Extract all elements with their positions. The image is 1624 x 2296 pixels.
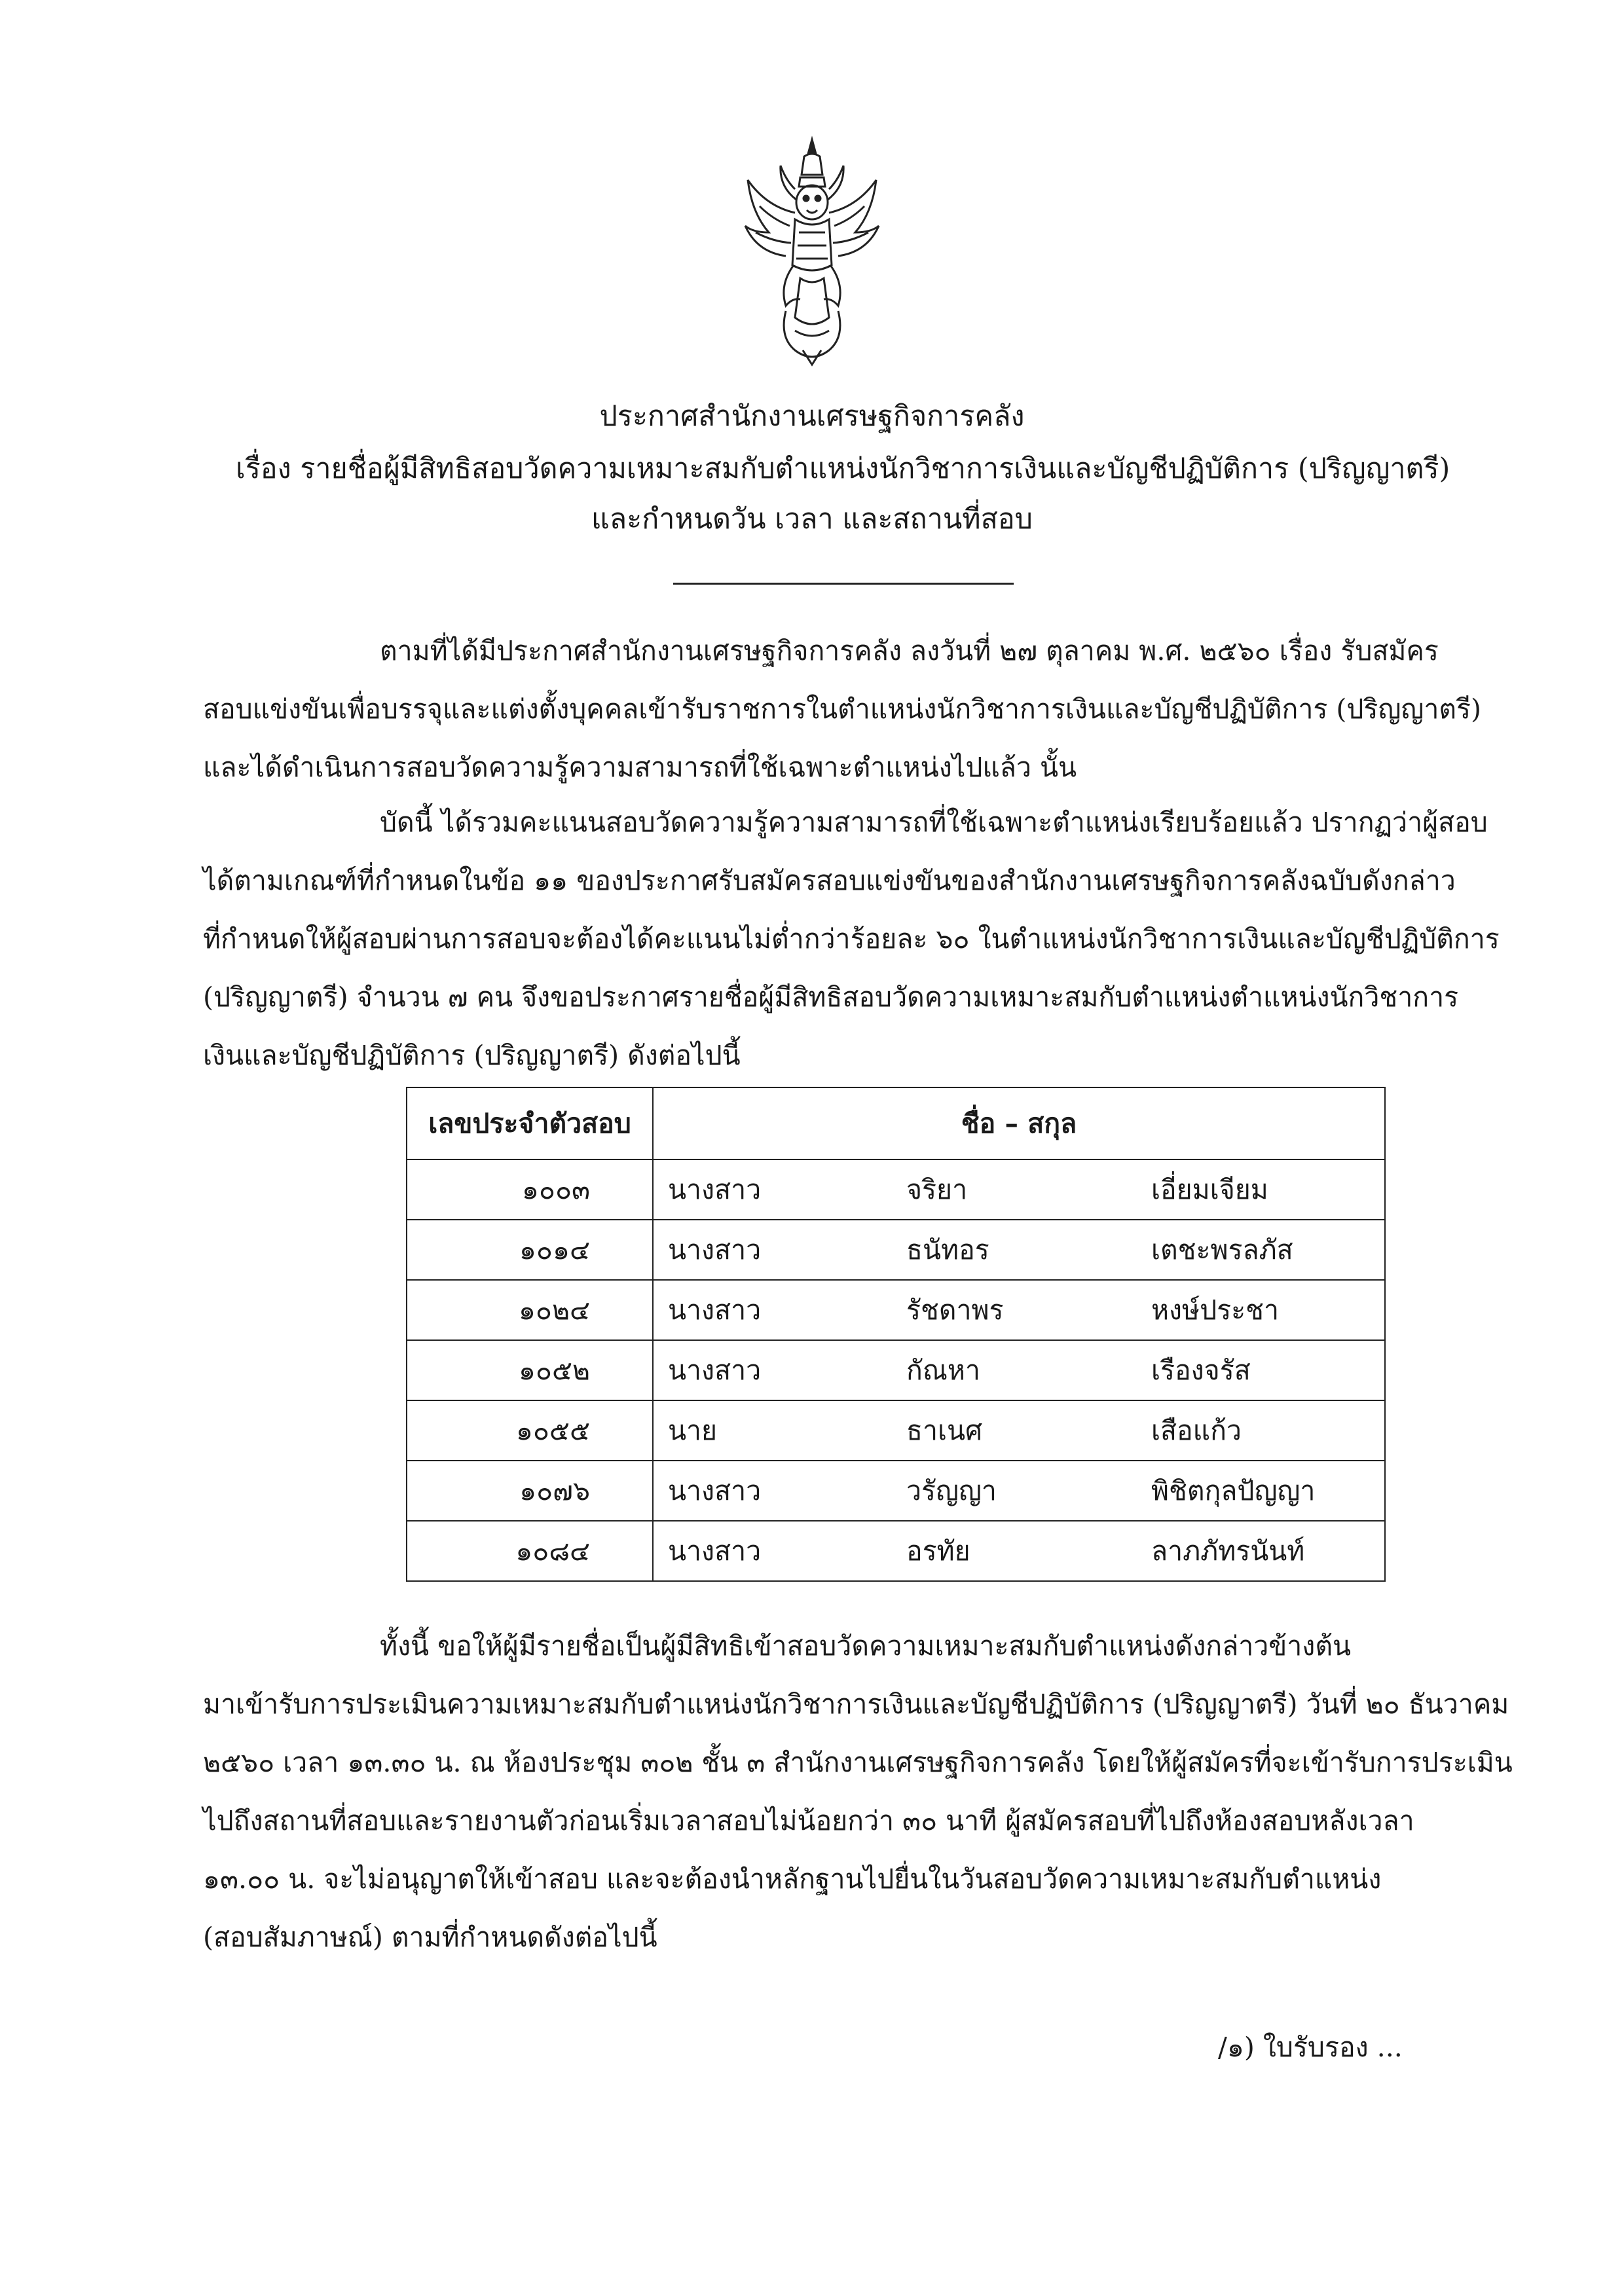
paragraph-3-line: (สอบสัมภาษณ์) ตามที่กำหนดดังต่อไปนี้ xyxy=(203,1922,657,1953)
exam-id-cell: ๑๐๐๓ xyxy=(407,1159,653,1220)
last-name-cell: พิชิตกุลปัญญา xyxy=(1137,1461,1385,1521)
first-name-cell: กัณหา xyxy=(892,1340,1137,1400)
paragraph-2 xyxy=(203,793,1500,1085)
paragraph-1-line: สอบแข่งขันเพื่อบรรจุและแต่งตั้งบุคคลเข้ารับราชการในตำแหน่งนักวิชาการเงินและบัญชีปฏิบัติการ (ปริญญาตรี) xyxy=(203,693,1481,725)
paragraph-2-line: บัดนี้ ได้รวมคะแนนสอบวัดความรู้ความสามารถที่ใช้เฉพาะตำแหน่งเรียบร้อยแล้ว ปรากฏว่าผู้สอบ xyxy=(380,807,1488,838)
announcement-agency-line: ประกาศสำนักงานเศรษฐกิจการคลัง xyxy=(599,400,1025,433)
page-continuation: /๑) ใบรับรอง ... xyxy=(1218,2032,1403,2063)
first-name-cell: ธาเนศ xyxy=(892,1400,1137,1461)
header-full-name: ชื่อ – สกุล xyxy=(653,1087,1385,1159)
title-cell: นางสาว xyxy=(653,1159,892,1220)
paragraph-3-line: ๒๕๖๐ เวลา ๑๓.๓๐ น. ณ ห้องประชุม ๓๐๒ ชั้น ๓ สำนักงานเศรษฐกิจการคลัง โดยให้ผู้สมัครที่จะเข้ารับการประเมิน xyxy=(203,1747,1513,1778)
exam-id-cell: ๑๐๒๔ xyxy=(407,1280,653,1340)
last-name-cell: เอี่ยมเจียม xyxy=(1137,1159,1385,1220)
paragraph-2-line: เงินและบัญชีปฏิบัติการ (ปริญญาตรี) ดังต่อไปนี้ xyxy=(203,1040,741,1071)
garuda-emblem-icon xyxy=(740,134,884,370)
announcement-subject-line-2: และกำหนดวัน เวลา และสถานที่สอบ xyxy=(591,503,1033,536)
table-row xyxy=(407,1400,1385,1461)
header-divider xyxy=(673,583,1014,585)
title-cell: นางสาว xyxy=(653,1220,892,1280)
paragraph-3 xyxy=(203,1617,1513,1967)
paragraph-3-line: ทั้งนี้ ขอให้ผู้มีรายชื่อเป็นผู้มีสิทธิเข้าสอบวัดความเหมาะสมกับตำแหน่งดังกล่าวข้างต้น xyxy=(380,1630,1351,1662)
last-name-cell: เสือแก้ว xyxy=(1137,1400,1385,1461)
first-name-cell: รัชดาพร xyxy=(892,1280,1137,1340)
first-name-cell: ธนัทอร xyxy=(892,1220,1137,1280)
exam-id-cell: ๑๐๘๔ xyxy=(407,1521,653,1581)
title-cell: นางสาว xyxy=(653,1521,892,1581)
last-name-cell: เตชะพรลภัส xyxy=(1137,1220,1385,1280)
title-cell: นางสาว xyxy=(653,1461,892,1521)
title-cell: นาย xyxy=(653,1400,892,1461)
first-name-cell: อรทัย xyxy=(892,1521,1137,1581)
paragraph-1-line: และได้ดำเนินการสอบวัดความรู้ความสามารถที่ใช้เฉพาะตำแหน่งไปแล้ว นั้น xyxy=(203,752,1077,783)
paragraph-3-line: มาเข้ารับการประเมินความเหมาะสมกับตำแหน่งนักวิชาการเงินและบัญชีปฏิบัติการ (ปริญญาตรี) วันที่ ๒๐ ธันวาคม xyxy=(203,1688,1509,1720)
header-exam-id: เลขประจำตัวสอบ xyxy=(407,1087,653,1159)
first-name-cell: จริยา xyxy=(892,1159,1137,1220)
last-name-cell: ลาภภัทรนันท์ xyxy=(1137,1521,1385,1581)
candidate-table xyxy=(406,1087,1386,1582)
last-name-cell: เรืองจรัส xyxy=(1137,1340,1385,1400)
exam-id-cell: ๑๐๕๒ xyxy=(407,1340,653,1400)
paragraph-1-line: ตามที่ได้มีประกาศสำนักงานเศรษฐกิจการคลัง ลงวันที่ ๒๗ ตุลาคม พ.ศ. ๒๕๖๐ เรื่อง รับสมัคร xyxy=(380,635,1439,666)
table-row xyxy=(407,1159,1385,1220)
exam-id-cell: ๑๐๑๔ xyxy=(407,1220,653,1280)
paragraph-2-line: (ปริญญาตรี) จำนวน ๗ คน จึงขอประกาศรายชื่อผู้มีสิทธิสอบวัดความเหมาะสมกับตำแหน่งตำแหน่งนักวิชาการ xyxy=(203,981,1459,1013)
exam-id-cell: ๑๐๗๖ xyxy=(407,1461,653,1521)
table-row xyxy=(407,1340,1385,1400)
title-cell: นางสาว xyxy=(653,1340,892,1400)
paragraph-3-line: ไปถึงสถานที่สอบและรายงานตัวก่อนเริ่มเวลาสอบไม่น้อยกว่า ๓๐ นาที ผู้สมัครสอบที่ไปถึงห้องสอบหลังเวลา xyxy=(203,1805,1414,1836)
first-name-cell: วรัญญา xyxy=(892,1461,1137,1521)
last-name-cell: หงษ์ประชา xyxy=(1137,1280,1385,1340)
table-row xyxy=(407,1461,1385,1521)
paragraph-2-line: ที่กำหนดให้ผู้สอบผ่านการสอบจะต้องได้คะแนนไม่ต่ำกว่าร้อยละ ๖๐ ในตำแหน่งนักวิชาการเงินและบัญชีปฏิบัติการ xyxy=(203,923,1500,955)
paragraph-2-line: ได้ตามเกณฑ์ที่กำหนดในข้อ ๑๑ ของประกาศรับสมัครสอบแข่งขันของสำนักงานเศรษฐกิจการคลังฉบับดังกล่าว xyxy=(203,865,1456,896)
announcement-subject-line: เรื่อง รายชื่อผู้มีสิทธิสอบวัดความเหมาะสมกับตำแหน่งนักวิชาการเงินและบัญชีปฏิบัติการ (ปริญญาตรี) xyxy=(236,452,1450,485)
paragraph-1 xyxy=(203,622,1481,797)
table-row xyxy=(407,1220,1385,1280)
paragraph-3-line: ๑๓.๐๐ น. จะไม่อนุญาตให้เข้าสอบ และจะต้องนำหลักฐานไปยื่นในวันสอบวัดความเหมาะสมกับตำแหน่ง xyxy=(203,1863,1382,1895)
table-row xyxy=(407,1280,1385,1340)
exam-id-cell: ๑๐๕๕ xyxy=(407,1400,653,1461)
table-row xyxy=(407,1521,1385,1581)
title-cell: นางสาว xyxy=(653,1280,892,1340)
table-header-row xyxy=(407,1087,1385,1159)
